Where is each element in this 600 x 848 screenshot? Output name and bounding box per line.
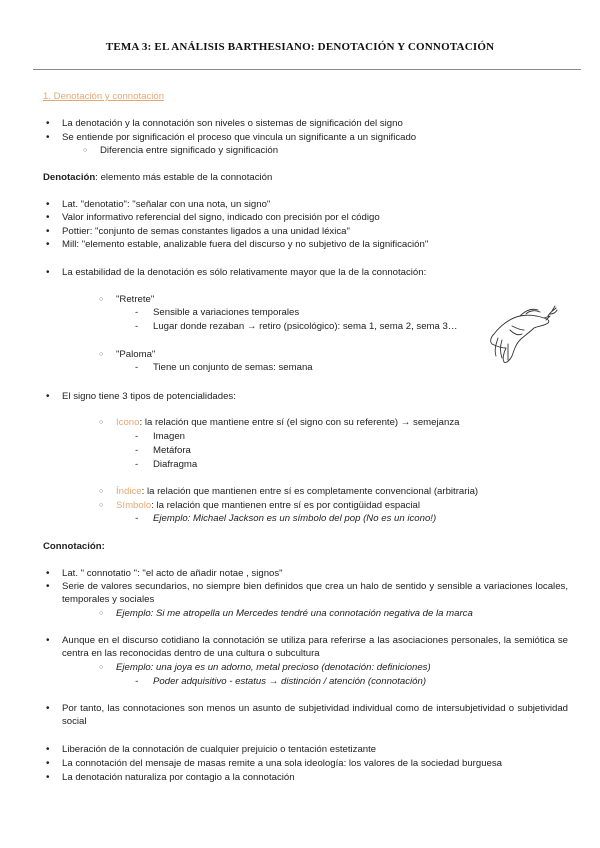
connotacion-label: Connotación:	[43, 541, 105, 552]
list-item: • Por tanto, las connotaciones son menos un asunto de subjetividad individual como de intersubjetividad o subjetividad social	[62, 702, 568, 728]
list-item: • Valor informativo referencial del signo, indicado con precisión por el código	[62, 211, 380, 224]
sub-list-item: ○ Diferencia entre significado y significación	[100, 144, 278, 157]
list-item: • Serie de valores secundarios, no siempre bien definidos que crea un halo de sentido y sensible a variaciones locales, temporales y sociales	[62, 580, 568, 606]
icono-text: : la relación que mantiene entre sí (el signo con su referente) → semejanza	[139, 417, 460, 428]
denotacion-definition	[43, 171, 272, 184]
page-title: TEMA 3: EL ANÁLISIS BARTHESIANO: DENOTACIÓN Y CONNOTACIÓN	[105, 41, 495, 53]
list-item: • Lat. "denotatio": "señalar con una nota, un signo"	[62, 198, 270, 211]
list-item: • La estabilidad de la denotación es sólo relativamente mayor que la de la connotación:	[62, 266, 426, 279]
sub-list-item: ○ "Retrete"	[116, 293, 154, 306]
example-item: ○ Ejemplo: Si me atropella un Mercedes tendré una connotación negativa de la marca	[116, 607, 473, 620]
example-item: ○ Ejemplo: una joya es un adorno, metal precioso (denotación: definiciones)	[116, 661, 431, 674]
denotacion-text: : elemento más estable de la connotación	[95, 172, 273, 183]
denotacion-label: Denotación	[43, 172, 96, 183]
dash-item: - Tiene un conjunto de semas: semana	[153, 361, 313, 374]
list-item: • La connotación del mensaje de masas remite a una sola ideología: los valores de la sociedad burguesa	[62, 757, 502, 770]
icono-item	[116, 416, 459, 429]
simbolo-text: : la relación que mantienen entre sí es por contigüidad espacial	[151, 500, 420, 511]
indice-term: Índice	[116, 486, 142, 497]
list-item: • Liberación de la connotación de cualquier prejuicio o tentación estetizante	[62, 743, 376, 756]
dash-item: - Diafragma	[153, 458, 197, 471]
example-item: - Ejemplo: Michael Jackson es un símbolo del pop (No es un icono!)	[153, 512, 436, 525]
example-item: - Poder adquisitivo - estatus → distinción / atención (connotación)	[153, 675, 426, 688]
list-item: • Aunque en el discurso cotidiano la connotación se utiliza para referirse a las asociaciones personales, la semiótica se centra en las reconocidas dentro de una cultura o subcultura	[62, 634, 568, 660]
list-item: • La denotación y la connotación son niveles o sistemas de significación del signo	[62, 117, 403, 130]
list-item: • El signo tiene 3 tipos de potencialidades:	[62, 390, 236, 403]
list-item: • Lat. " connotatio ": "el acto de añadir notae , signos"	[62, 567, 283, 580]
dash-item: - Sensible a variaciones temporales	[153, 306, 299, 319]
list-item: • La denotación naturaliza por contagio a la connotación	[62, 771, 295, 784]
section-heading: 1. Denotación y connotación	[43, 91, 165, 102]
icono-term: Icono	[116, 417, 140, 428]
list-item: • Mill: "elemento estable, analizable fuera del discurso y no subjetivo de la significación"	[62, 238, 428, 251]
dash-item: - Metáfora	[153, 444, 191, 457]
list-item: • Se entiende por significación el proceso que vincula un significante a un significado	[62, 131, 416, 144]
sub-list-item: ○ "Paloma"	[116, 348, 155, 361]
list-item: • Pottier: "conjunto de semas constantes ligados a una unidad léxica"	[62, 225, 350, 238]
title-divider	[33, 69, 581, 70]
indice-item	[116, 485, 478, 498]
simbolo-term: Símbolo	[116, 500, 152, 511]
dash-item: - Imagen	[153, 430, 185, 443]
dove-illustration	[486, 304, 558, 368]
indice-text: : la relación que mantienen entre sí es completamente convencional (arbitraria)	[141, 486, 479, 497]
dash-item: - Lugar donde rezaban → retiro (psicológico): sema 1, sema 2, sema 3…	[153, 320, 458, 333]
simbolo-item	[116, 499, 420, 512]
